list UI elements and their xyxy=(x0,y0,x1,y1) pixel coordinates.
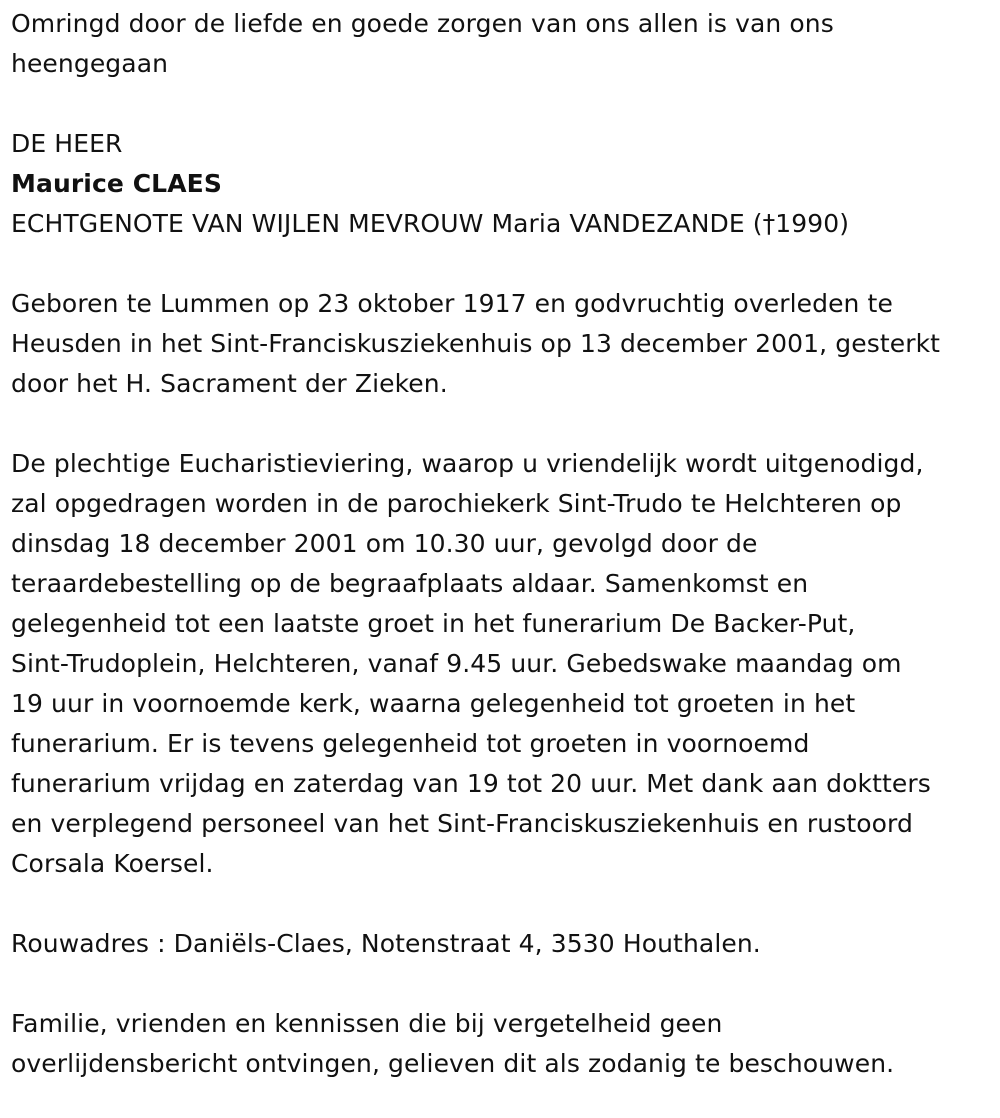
ceremony-line: funerarium. Er is tevens gelegenheid tot groeten in voornoemd xyxy=(11,729,810,758)
ceremony-line: teraardebestelling op de begraafplaats aldaar. Samenkomst en xyxy=(11,569,809,598)
intro-paragraph xyxy=(11,4,991,84)
ceremony-line: De plechtige Eucharistieviering, waarop u vriendelijk wordt uitgenodigd, xyxy=(11,449,924,478)
ceremony-line: en verplegend personeel van het Sint-Franciskusziekenhuis en rustoord xyxy=(11,809,913,838)
closing-line: overlijdensbericht ontvingen, gelieven dit als zodanig te beschouwen. xyxy=(11,1049,895,1078)
ceremony-line: funerarium vrijdag en zaterdag van 19 tot 20 uur. Met dank aan doktters xyxy=(11,769,931,798)
intro-line: Omringd door de liefde en goede zorgen van ons allen is van ons xyxy=(11,9,834,38)
closing-line: Familie, vrienden en kennissen die bij vergetelheid geen xyxy=(11,1009,723,1038)
honorific-title: DE HEER xyxy=(11,129,123,158)
birth-death-line: Heusden in het Sint-Franciskusziekenhuis op 13 december 2001, gesterkt xyxy=(11,329,941,358)
mourning-address: Rouwadres : Daniëls-Claes, Notenstraat 4, 3530 Houthalen. xyxy=(11,929,761,958)
ceremony-line: 19 uur in voornoemde kerk, waarna gelegenheid tot groeten in het xyxy=(11,689,856,718)
paragraph-gap xyxy=(11,404,991,444)
paragraph-gap xyxy=(11,244,991,284)
ceremony-line: dinsdag 18 december 2001 om 10.30 uur, gevolgd door de xyxy=(11,529,758,558)
death-notice xyxy=(11,4,991,1084)
closing-paragraph xyxy=(11,1004,991,1084)
deceased-name: Maurice CLAES xyxy=(11,169,222,198)
ceremony-line: Corsala Koersel. xyxy=(11,849,214,878)
ceremony-line: Sint-Trudoplein, Helchteren, vanaf 9.45 uur. Gebedswake maandag om xyxy=(11,649,902,678)
spouse-line: ECHTGENOTE VAN WIJLEN MEVROUW Maria VANDEZANDE (†1990) xyxy=(11,209,850,238)
ceremony-line: gelegenheid tot een laatste groet in het funerarium De Backer-Put, xyxy=(11,609,856,638)
birth-death-line: door het H. Sacrament der Zieken. xyxy=(11,369,448,398)
paragraph-gap xyxy=(11,84,991,124)
birth-death-line: Geboren te Lummen op 23 oktober 1917 en godvruchtig overleden te xyxy=(11,289,893,318)
paragraph-gap xyxy=(11,884,991,924)
intro-line: heengegaan xyxy=(11,49,169,78)
birth-death-paragraph xyxy=(11,284,991,404)
paragraph-gap xyxy=(11,964,991,1004)
ceremony-line: zal opgedragen worden in de parochiekerk Sint-Trudo te Helchteren op xyxy=(11,489,902,518)
ceremony-paragraph xyxy=(11,444,991,884)
